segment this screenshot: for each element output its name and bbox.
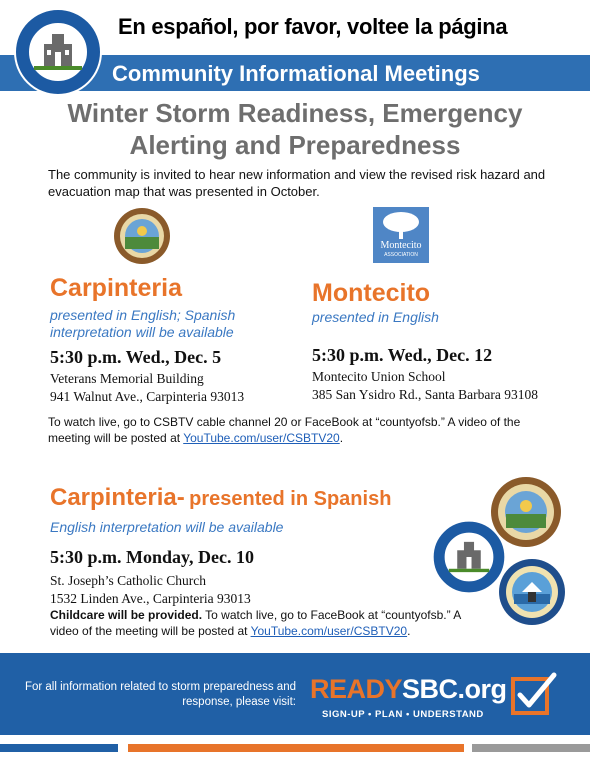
watch-live-note bbox=[48, 414, 558, 446]
montecito-venue: Montecito Union School bbox=[312, 369, 446, 384]
spanish-meeting-address: 1532 Linden Ave., Carpinteria 93013 bbox=[50, 591, 251, 606]
carpinteria-datetime: 5:30 p.m. Wed., Dec. 5 bbox=[50, 347, 222, 367]
childcare-note: Childcare will be provided. bbox=[50, 608, 203, 622]
spanish-meeting-datetime: 5:30 p.m. Monday, Dec. 10 bbox=[50, 547, 254, 567]
carpinteria-subtitle-1: presented in English; Spanish bbox=[50, 307, 236, 323]
spanish-watch-end: . bbox=[407, 624, 411, 638]
readysbc-ready: READY bbox=[310, 674, 403, 704]
montecito-logo-subtext: ASSOCIATION bbox=[384, 252, 418, 258]
spanish-meeting-venue: St. Joseph’s Catholic Church bbox=[50, 573, 206, 588]
spanish-meeting-note bbox=[50, 607, 490, 639]
spanish-note: En español, por favor, voltee la página bbox=[118, 14, 508, 39]
banner-title: Community Informational Meetings bbox=[112, 61, 480, 86]
spanish-meeting-subtitle: English interpretation will be available bbox=[50, 519, 284, 535]
watch-live-end: . bbox=[339, 431, 344, 445]
montecito-datetime: 5:30 p.m. Wed., Dec. 12 bbox=[312, 345, 493, 365]
page-title-line2: Alerting and Preparedness bbox=[129, 130, 461, 160]
carpinteria-subtitle-2: interpretation will be available bbox=[50, 324, 234, 340]
page-title-line1: Winter Storm Readiness, Emergency bbox=[67, 98, 523, 128]
county-seal-logo bbox=[14, 8, 102, 96]
checkbox-check-icon bbox=[510, 669, 558, 717]
spanish-youtube-link[interactable]: YouTube.com/user/CSBTV20 bbox=[250, 624, 408, 638]
footer-info-text: For all information related to storm preparedness and response, please visit: bbox=[24, 681, 296, 708]
youtube-link[interactable]: YouTube.com/user/CSBTV20 bbox=[183, 431, 340, 445]
bottom-stripe-gray bbox=[472, 744, 590, 752]
spanish-watch-text: To watch live, go to FaceBook at “countyofsb.” A video of the meeting will be posted at bbox=[50, 608, 461, 638]
montecito-address: 385 San Ysidro Rd., Santa Barbara 93108 bbox=[312, 387, 538, 402]
spanish-meeting-heading bbox=[50, 484, 391, 512]
montecito-logo-text: Montecito bbox=[380, 240, 422, 251]
spanish-meeting-city: Carpinteria- bbox=[50, 484, 185, 511]
readysbc-tagline: SIGN-UP • PLAN • UNDERSTAND bbox=[322, 709, 484, 720]
carpinteria-seal-logo bbox=[113, 207, 171, 265]
readysbc-logo[interactable] bbox=[310, 674, 507, 705]
county-seal-small-logo bbox=[432, 520, 506, 594]
montecito-heading: Montecito bbox=[312, 279, 431, 307]
montecito-association-logo bbox=[373, 207, 429, 263]
bottom-stripe-blue bbox=[0, 744, 118, 752]
santa-barbara-city-seal-logo bbox=[498, 558, 566, 626]
carpinteria-address: 941 Walnut Ave., Carpinteria 93013 bbox=[50, 389, 245, 404]
intro-text: The community is invited to hear new information and view the revised risk hazard and evacuation map that was presented in October. bbox=[48, 167, 546, 199]
tree-icon bbox=[373, 207, 429, 243]
readysbc-domain: SBC.org bbox=[402, 674, 507, 704]
carpinteria-heading: Carpinteria bbox=[50, 274, 182, 302]
spanish-meeting-suffix: presented in Spanish bbox=[189, 488, 392, 510]
carpinteria-venue: Veterans Memorial Building bbox=[50, 371, 204, 386]
watch-live-text: To watch live, go to CSBTV cable channel 20 or FaceBook at “countyofsb.” A video of the meeting will be posted at bbox=[48, 415, 521, 445]
bottom-stripe-orange bbox=[128, 744, 464, 752]
montecito-subtitle: presented in English bbox=[312, 309, 439, 325]
